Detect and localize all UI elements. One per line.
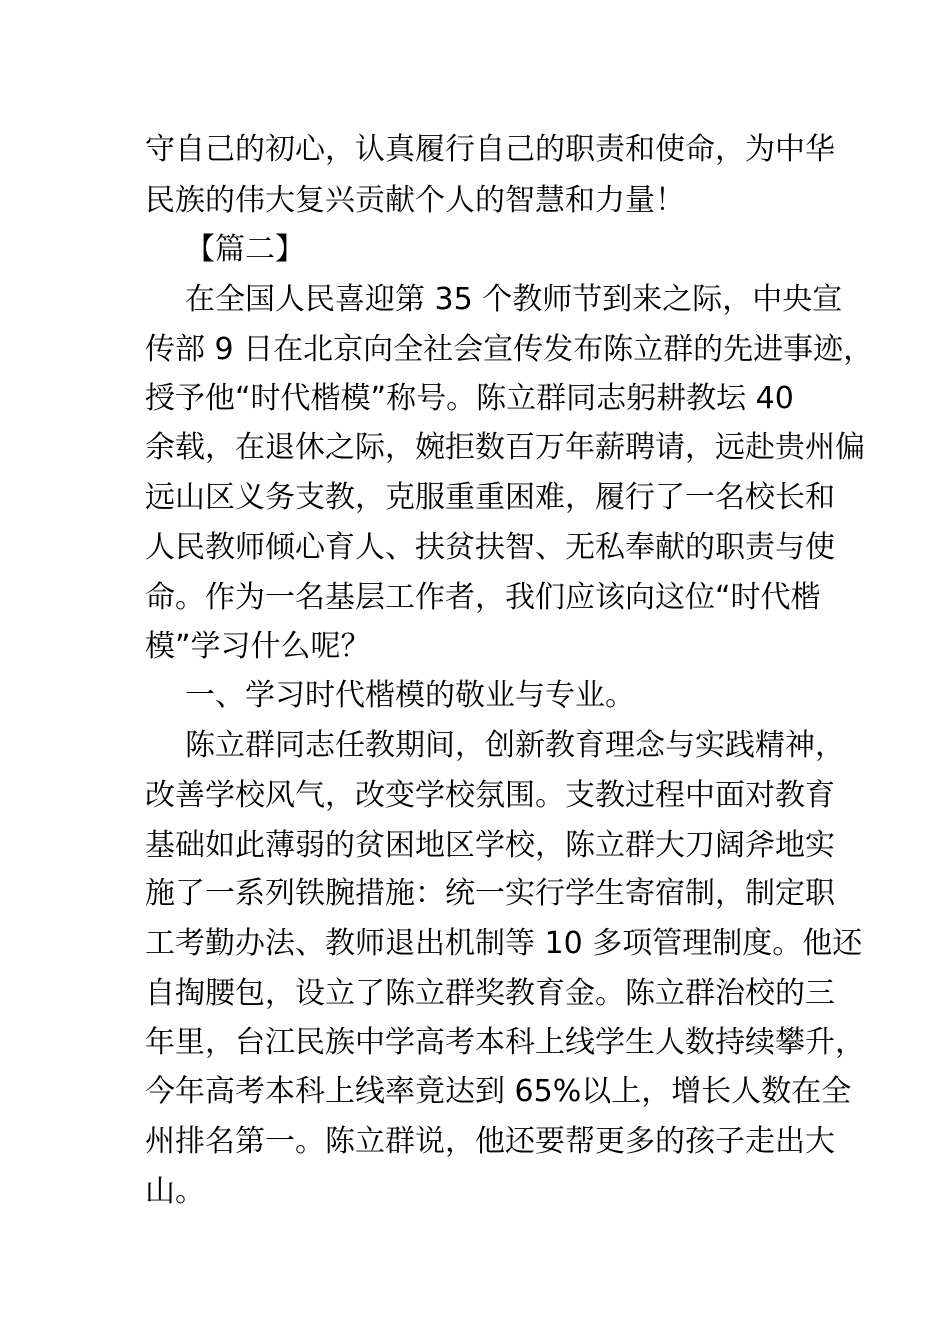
text-line: 今年高考本科上线率竟达到 65%以上，增长人数在全	[145, 1074, 852, 1109]
text-line: 模”学习什么呢？	[145, 629, 371, 664]
text-line: 传部 9 日在北京向全社会宣传发布陈立群的先进事迹，	[145, 332, 874, 367]
text-line: 自掏腰包，设立了陈立群奖教育金。陈立群治校的三	[145, 976, 835, 1011]
text-line: 施了一系列铁腕措施：统一实行学生寄宿制，制定职	[145, 876, 835, 911]
text-line: 人民教师倾心育人、扶贫扶智、无私奉献的职责与使	[145, 530, 835, 565]
text-line: 改善学校风气，改变学校氛围。支教过程中面对教育	[145, 778, 835, 813]
section-heading: 【篇二】	[185, 232, 305, 267]
text-line: 守自己的初心，认真履行自己的职责和使命，为中华	[145, 132, 835, 167]
text-line: 年里，台江民族中学高考本科上线学生人数持续攀升，	[145, 1025, 865, 1060]
text-line: 民族的伟大复兴贡献个人的智慧和力量！	[145, 183, 685, 218]
paragraph-start: 陈立群同志任教期间，创新教育理念与实践精神，	[185, 728, 845, 763]
text-line: 授予他“时代楷模”称号。陈立群同志躬耕教坛 40	[145, 381, 794, 416]
text-line: 余载，在退休之际，婉拒数百万年薪聘请，远赴贵州偏	[145, 430, 865, 465]
text-line: 远山区义务支教，克服重重困难，履行了一名校长和	[145, 480, 835, 515]
text-line: 工考勤办法、教师退出机制等 10 多项管理制度。他还	[145, 926, 863, 961]
subheading: 一、学习时代楷模的敬业与专业。	[185, 678, 635, 713]
text-line: 命。作为一名基层工作者，我们应该向这位“时代楷	[145, 580, 821, 615]
text-line: 州排名第一。陈立群说，他还要帮更多的孩子走出大	[145, 1124, 835, 1159]
text-line: 基础如此薄弱的贫困地区学校，陈立群大刀阔斧地实	[145, 828, 835, 863]
paragraph-start: 在全国人民喜迎第 35 个教师节到来之际，中央宣	[185, 282, 843, 317]
text-line: 山。	[145, 1174, 205, 1209]
